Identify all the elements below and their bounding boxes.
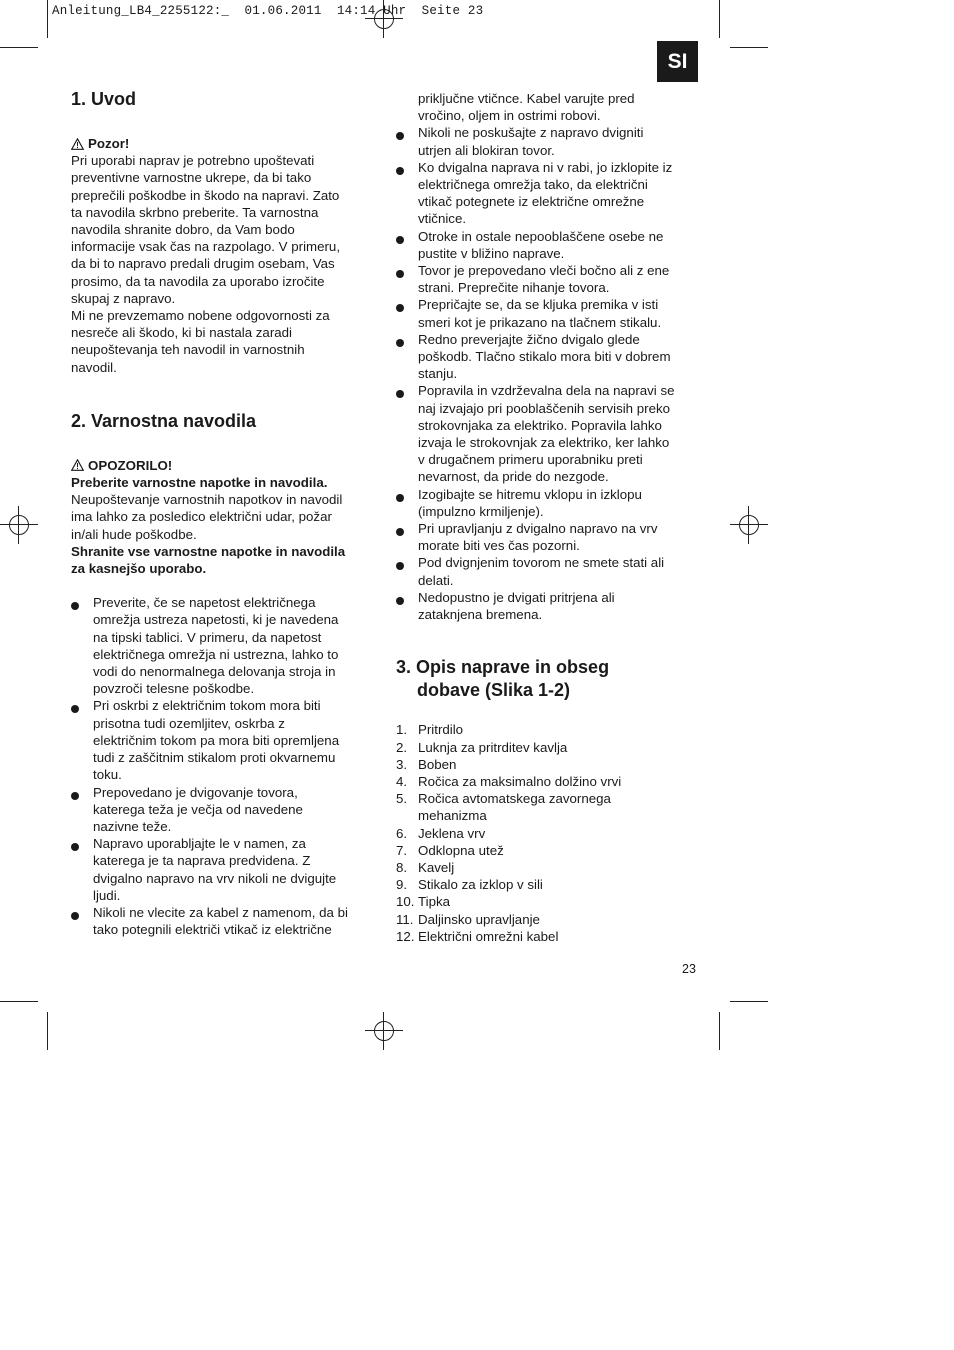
section-title-intro: 1. Uvod: [71, 89, 137, 109]
item-number: 6.: [396, 825, 408, 841]
list-item: [396, 159, 701, 228]
text-line: smeri kot je prikazano na tlačnem stikalu.: [418, 314, 662, 330]
text-line: vtikač potegnete iz električne omrežne: [418, 194, 645, 210]
text-line: Napravo uporabljajte le v namen, za: [93, 836, 306, 852]
text-line: Tipka: [418, 894, 451, 910]
text-line: ta navodila skrbno preberite. Ta varnostna: [71, 204, 319, 220]
text-line: dvigalno napravo na vrv nikoli ne dvigujte: [93, 870, 337, 886]
text-line: delati.: [418, 572, 454, 588]
text-line: v drugačnem primeru uporabniku preti: [418, 452, 643, 468]
list-item: [71, 784, 376, 836]
text-line: tako potegnili električi vtikač iz električne: [93, 922, 332, 938]
text-line: Luknja za pritrditev kavlja: [418, 739, 568, 755]
text-line: Odklopna utež: [418, 842, 504, 858]
list-item: [396, 589, 701, 623]
text-line: povzroči telesne poškodbe.: [93, 681, 255, 697]
section-title-description: 3. Opis naprave in obseg dobave (Slika 1-2): [396, 657, 610, 701]
text-line: skupaj z napravo.: [71, 290, 176, 306]
list-item: [396, 721, 701, 738]
text-line: toku.: [93, 767, 122, 783]
crop-mark: [0, 1001, 38, 1002]
text-line: zataknjena bremena.: [418, 607, 543, 623]
list-item: [71, 904, 376, 938]
print-header: Anleitung_LB4_2255122:_ 01.06.2011 14:14 Uhr Seite 23: [52, 4, 484, 18]
list-item: [396, 893, 701, 910]
bold-instruction: za kasnejšo uporabo.: [71, 561, 207, 577]
registration-mark-icon: [0, 506, 38, 544]
warning-triangle-icon: [71, 459, 84, 471]
parts-list: [396, 721, 701, 945]
text-line: strani. Preprečite nihanje tovora.: [418, 280, 610, 296]
warning-heading: [71, 457, 376, 474]
text-line: da bi to napravo predali drugim osebam, Vas: [71, 256, 335, 272]
text-line: električnim tokom pa mora biti opremljena: [93, 732, 340, 748]
text-line: vodi do nenormalnega delovanja stroja in: [93, 664, 336, 680]
crop-mark: [730, 1001, 768, 1002]
text-line: mehanizma: [418, 808, 487, 824]
item-number: 1.: [396, 722, 408, 738]
text-line: Tovor je prepovedano vleči bočno ali z ene: [418, 263, 670, 279]
text-line: nevarnost, da pride do nezgode.: [418, 469, 609, 485]
text-line: navodila shranite dobro, da Vam bodo: [71, 222, 295, 238]
text-line: ima lahko za posledico električni udar, požar: [71, 509, 332, 525]
language-badge: SI: [657, 41, 698, 82]
list-item: [396, 520, 701, 554]
text-line: Pod dvignjenim tovorom ne smete stati ali: [418, 555, 665, 571]
text-line: električnega omrežja tako, da električni: [418, 177, 648, 193]
text-line: nesreče ali škodo, ki bi nastala zaradi: [71, 325, 292, 341]
text-line: Neupoštevanje varnostnih napotkov in navodil: [71, 492, 343, 508]
text-line: izvaja le strokovnjak za elektriko, ker lahko: [418, 435, 670, 451]
text-line: Nikoli ne vlecite za kabel z namenom, da bi: [93, 904, 348, 920]
crop-mark: [47, 0, 48, 38]
list-item: [71, 594, 376, 697]
crop-mark: [0, 47, 38, 48]
section-title-safety: 2. Varnostna navodila: [71, 410, 257, 431]
crop-mark: [730, 47, 768, 48]
text-line: prosimo, da ta navodila za uporabo izročite: [71, 273, 325, 289]
item-number: 3.: [396, 756, 408, 772]
bold-instruction: Shranite vse varnostne napotke in navodila: [71, 543, 346, 559]
list-item: [396, 296, 701, 330]
text-line: na tipski tablici. V primeru, da napetost: [93, 629, 322, 645]
warning-triangle-icon: [71, 138, 84, 150]
text-line: Pri uporabi naprav je potrebno upoštevati: [71, 153, 315, 169]
text-line: katerega je ta naprava predvidena. Z: [93, 853, 311, 869]
list-item: [396, 262, 701, 296]
list-item: [71, 835, 376, 904]
text-line: preprečili poškodbe in škodo na napravi. Zato: [71, 187, 340, 203]
text-line: ljudi.: [93, 887, 121, 903]
text-line: vtičnice.: [418, 211, 467, 227]
text-line: Stikalo za izklop v sili: [418, 877, 543, 893]
text-line: priključne vtičnce. Kabel varujte pred: [418, 91, 635, 106]
text-line: tudi z zaščitnim stikalom proti okvarnemu: [93, 750, 336, 766]
list-item: [396, 90, 701, 124]
text-line: Daljinsko upravljanje: [418, 911, 540, 927]
list-item: [396, 859, 701, 876]
text-line: Popravila in vzdrževalna dela na napravi se: [418, 383, 675, 399]
text-line: nazivne teže.: [93, 818, 172, 834]
text-line: neupoštevanja teh navodil in varnostnih: [71, 342, 305, 358]
text-line: omrežja ustreza napetosti, ki je navedena: [93, 612, 339, 628]
bold-instruction: Preberite varnostne napotke in navodila.: [71, 475, 328, 491]
intro-text: [71, 152, 376, 376]
list-item: [396, 124, 701, 158]
warning-heading: [71, 135, 376, 152]
text-line: Nikoli ne poskušajte z napravo dvigniti: [418, 125, 644, 141]
text-line: utrjen ali blokiran tovor.: [418, 142, 555, 158]
item-number: 10.: [396, 894, 415, 910]
crop-mark: [719, 1012, 720, 1050]
text-line: Pri upravljanju z dvigalno napravo na vrv: [418, 521, 658, 537]
item-number: 12.: [396, 928, 415, 944]
text-line: poškodb. Tlačno stikalo mora biti v dobrem: [418, 349, 671, 365]
text-line: Redno preverjajte žično dvigalo glede: [418, 331, 640, 347]
registration-mark-icon: [730, 506, 768, 544]
text-line: vročino, oljem in ostrimi robovi.: [418, 108, 601, 124]
safety-bullet-list-continued: [396, 90, 701, 623]
text-line: Jeklena vrv: [418, 825, 486, 841]
text-line: morate biti ves čas pozorni.: [418, 538, 580, 554]
registration-mark-icon: [365, 1012, 403, 1050]
text-line: Mi ne prevzemamo nobene odgovornosti za: [71, 308, 330, 324]
crop-mark: [719, 0, 720, 38]
text-line: informacije vsak čas na razpolago. V primeru,: [71, 239, 341, 255]
text-line: Otroke in ostale nepooblaščene osebe ne: [418, 228, 664, 244]
text-line: električnega omrežja ni ustrezna, lahko to: [93, 646, 339, 662]
text-line: naj izvajajo pri pooblaščenih servisih preko: [418, 400, 671, 416]
list-item: [396, 331, 701, 383]
text-line: navodil.: [71, 359, 117, 375]
list-item: [396, 842, 701, 859]
list-item: [396, 825, 701, 842]
left-column: [71, 88, 376, 938]
item-number: 11.: [396, 911, 414, 927]
list-item: [396, 739, 701, 756]
list-item: [396, 790, 701, 824]
page-number: 23: [682, 962, 696, 976]
text-line: Električni omrežni kabel: [418, 928, 559, 944]
text-line: Ročica avtomatskega zavornega: [418, 791, 611, 807]
safety-bullet-list: [71, 594, 376, 938]
list-item: [396, 756, 701, 773]
text-line: pustite v bližino naprave.: [418, 245, 565, 261]
text-line: Ko dvigalna naprava ni v rabi, jo izklopite iz: [418, 159, 673, 175]
item-number: 9.: [396, 877, 408, 893]
text-line: Pri oskrbi z električnim tokom mora biti: [93, 698, 321, 714]
item-number: 7.: [396, 842, 408, 858]
list-item: [396, 486, 701, 520]
text-line: strokovnjaka za elektriko. Popravila lahko: [418, 417, 662, 433]
list-item: [71, 697, 376, 783]
text-line: Preverite, če se napetost električnega: [93, 595, 316, 611]
text-line: Ročica za maksimalno dolžino vrvi: [418, 773, 622, 789]
list-item: [396, 876, 701, 893]
right-column: [396, 90, 701, 945]
item-number: 4.: [396, 773, 408, 789]
text-line: (impulzno krmiljenje).: [418, 503, 544, 519]
text-line: prisotna tudi ozemljitev, oskrba z: [93, 715, 285, 731]
list-item: [396, 382, 701, 485]
item-number: 2.: [396, 739, 408, 755]
list-item: [396, 928, 701, 945]
text-line: Prepričajte se, da se kljuka premika v isti: [418, 297, 659, 313]
warning-label: OPOZORILO!: [88, 457, 173, 473]
text-line: in/ali hude poškodbe.: [71, 526, 197, 542]
item-number: 5.: [396, 791, 408, 807]
text-line: Boben: [418, 756, 457, 772]
list-item: [396, 228, 701, 262]
text-line: Izogibajte se hitremu vklopu in izklopu: [418, 486, 642, 502]
text-line: Pritrdilo: [418, 722, 464, 738]
crop-mark: [47, 1012, 48, 1050]
list-item: [396, 554, 701, 588]
text-line: stanju.: [418, 366, 458, 382]
list-item: [396, 773, 701, 790]
safety-text: [71, 491, 376, 543]
text-line: Prepovedano je dvigovanje tovora,: [93, 784, 298, 800]
list-item: [396, 911, 701, 928]
warning-label: Pozor!: [88, 136, 130, 151]
text-line: preventivne varnostne ukrepe, da bi tako: [71, 170, 312, 186]
text-line: katerega teža je večja od navedene: [93, 801, 303, 817]
text-line: Nedopustno je dvigati pritrjena ali: [418, 589, 615, 605]
text-line: Kavelj: [418, 859, 455, 875]
item-number: 8.: [396, 859, 408, 875]
